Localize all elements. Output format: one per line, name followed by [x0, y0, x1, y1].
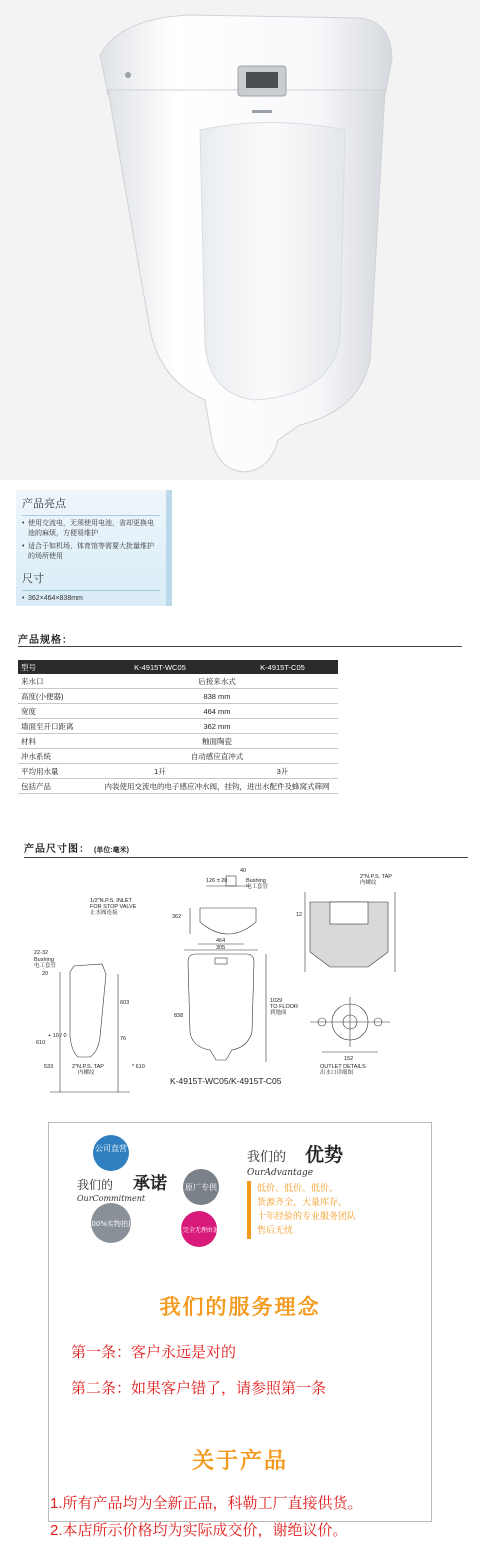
- label-533: 533: [44, 1064, 54, 1070]
- advantage-point: 售后无忧: [257, 1226, 294, 1236]
- label-1029: 1029: [270, 998, 283, 1004]
- highlight-item: • 适合于如机场，体育馆等需要大批量维护的场所使用: [22, 542, 160, 562]
- badge-real-text: 100%实物拍摄: [86, 1220, 136, 1228]
- row-value: 自动感应直冲式: [93, 749, 338, 764]
- about-line-2: 2.本店所示价格均为实际成交价，谢绝议价。: [50, 1522, 348, 1539]
- label-to-floor-cn: 到地面: [270, 1010, 287, 1016]
- vision-line-2: 第二条：如果客户错了，请参照第一条: [71, 1380, 327, 1397]
- row-value: 后接来水式: [93, 674, 338, 689]
- row-value: 内装使用交流电的电子感应冲水阀，挂钩，进出水配件及蜂窝式筛网: [93, 779, 338, 794]
- urinal-illustration: [0, 0, 480, 480]
- label-305: 305: [216, 945, 226, 951]
- table-row: [18, 719, 338, 734]
- highlights-title: 产品亮点: [22, 498, 66, 510]
- table-row: [18, 689, 338, 704]
- side-view-outline: [70, 964, 106, 1057]
- spec-title: 产品规格：: [18, 635, 73, 646]
- badge-factory-text: 原厂专供: [185, 1183, 217, 1192]
- label-464: 464: [216, 938, 226, 944]
- product-photo: [0, 0, 480, 480]
- promo-graphic: [49, 1123, 431, 1259]
- row-label: 材料: [18, 734, 93, 749]
- table-header: 型号: [18, 660, 93, 674]
- table-row: [18, 749, 338, 764]
- advantage-text: 优势: [305, 1144, 344, 1166]
- badge-company: [93, 1135, 129, 1171]
- label-76: 76: [120, 1036, 127, 1042]
- label-126: 126 ± 20: [206, 878, 228, 884]
- table-header: K-4915T-C05: [224, 660, 338, 674]
- row-label: 来水口: [18, 674, 93, 689]
- label-outlet: OUTLET DETAILS: [320, 1064, 366, 1070]
- label-bushing: Bushing: [246, 878, 266, 884]
- row-label: 平均用水量: [18, 764, 93, 779]
- badge-7days-text: 7天完全无理由退换: [173, 1227, 225, 1234]
- label-603: 603: [120, 1000, 130, 1006]
- about-line-1: 1.所有产品均为全新正品，科勒工厂直接供货。: [50, 1495, 363, 1512]
- advantage-point: 低价、低价、低价。: [257, 1184, 339, 1194]
- row-value: 1升: [93, 764, 224, 779]
- label-22-32: 22-32: [34, 950, 49, 956]
- label-tap-side: 2"N.P.S. TAP: [72, 1064, 104, 1070]
- row-value: 釉面陶瓷: [93, 734, 338, 749]
- front-view-outline: [188, 954, 254, 1060]
- label-tap: 2"N.P.S. TAP: [360, 874, 392, 880]
- table-row: [18, 779, 338, 794]
- label-tap-cn: 内螺纹: [360, 880, 377, 886]
- label-bushing-side-cn: 电工套管: [34, 963, 57, 969]
- label-610-star: * 610: [132, 1064, 145, 1070]
- table-header: K-4915T-WC05: [93, 660, 224, 674]
- label-12: 12: [296, 912, 303, 918]
- row-label: 冲水系统: [18, 749, 93, 764]
- divider: [22, 590, 160, 591]
- divider: [24, 857, 468, 858]
- dimension-unit: (单位:毫米): [94, 847, 129, 854]
- label-bushing-cn: 电工套管: [246, 884, 269, 890]
- spec-table: [18, 660, 338, 794]
- label-tap-side-cn: 内螺纹: [78, 1070, 95, 1076]
- table-row: [18, 734, 338, 749]
- row-value: 3升: [224, 764, 338, 779]
- table-row: [18, 704, 338, 719]
- row-label: 宽度: [18, 704, 93, 719]
- row-label: 高度(小便器): [18, 689, 93, 704]
- divider: [22, 515, 160, 516]
- advantage-prefix: 我们的: [247, 1150, 287, 1165]
- highlight-item: • 使用交流电，无须使用电池，省却更换电池的麻烦，方便易维护: [22, 519, 160, 539]
- divider: [18, 646, 462, 647]
- size-title: 尺寸: [22, 573, 44, 585]
- row-label: 包括产品: [18, 779, 93, 794]
- model-number: K-4915T-WC05/K-4915T-C05: [170, 1076, 282, 1086]
- label-838: 838: [174, 1013, 184, 1019]
- dimension-drawing: [20, 862, 460, 1102]
- label-inlet: 1/2"N.P.S. INLET: [90, 898, 132, 904]
- dimension-title: [24, 840, 129, 855]
- advantage-point: 货源齐全，大量库存。: [257, 1198, 348, 1208]
- promise-text: 承诺: [133, 1174, 167, 1194]
- label-to-floor: TO FLOOR: [270, 1004, 299, 1010]
- row-value: 464 mm: [93, 704, 338, 719]
- label-362: 362: [172, 914, 182, 920]
- table-row: [18, 674, 338, 689]
- label-inlet-cn: 止水阀连接: [90, 910, 118, 916]
- label-610: 610: [36, 1040, 46, 1046]
- table-row: [18, 764, 338, 779]
- row-value: 362 mm: [93, 719, 338, 734]
- advantage-point: 十年经验的专业服务团队: [257, 1212, 357, 1222]
- our-advantage-text: OurAdvantage: [247, 1168, 314, 1178]
- dimension-title-text: 产品尺寸图：: [24, 844, 90, 855]
- label-bushing-side: Bushing: [34, 957, 54, 963]
- row-value: 838 mm: [93, 689, 338, 704]
- advantage-bar: [247, 1181, 251, 1239]
- table-header-row: [18, 660, 338, 674]
- service-vision-title: 我们的服务理念: [159, 1296, 321, 1319]
- label-610-tol: + 10 / 0: [48, 1033, 67, 1039]
- label-20: 20: [42, 971, 49, 977]
- size-value: • 362×464×838mm: [22, 594, 160, 604]
- our-commitment-text: OurCommitment: [77, 1194, 146, 1203]
- label-152: 152: [344, 1056, 354, 1062]
- product-highlights-box: [16, 490, 172, 606]
- top-view-outline: [200, 908, 256, 934]
- label-inlet-2: FOR STOP VALVE: [90, 904, 137, 910]
- label-40: 40: [240, 868, 247, 874]
- label-outlet-cn: 出水口详细图: [320, 1070, 354, 1076]
- vision-line-1: 第一条：客户永远是对的: [71, 1344, 237, 1361]
- about-products-title: 关于产品: [191, 1448, 288, 1473]
- row-label: 墙面至开口距离: [18, 719, 93, 734]
- we-our-text: 我们的: [77, 1178, 114, 1192]
- badge-company-text: 公司直营: [95, 1144, 127, 1153]
